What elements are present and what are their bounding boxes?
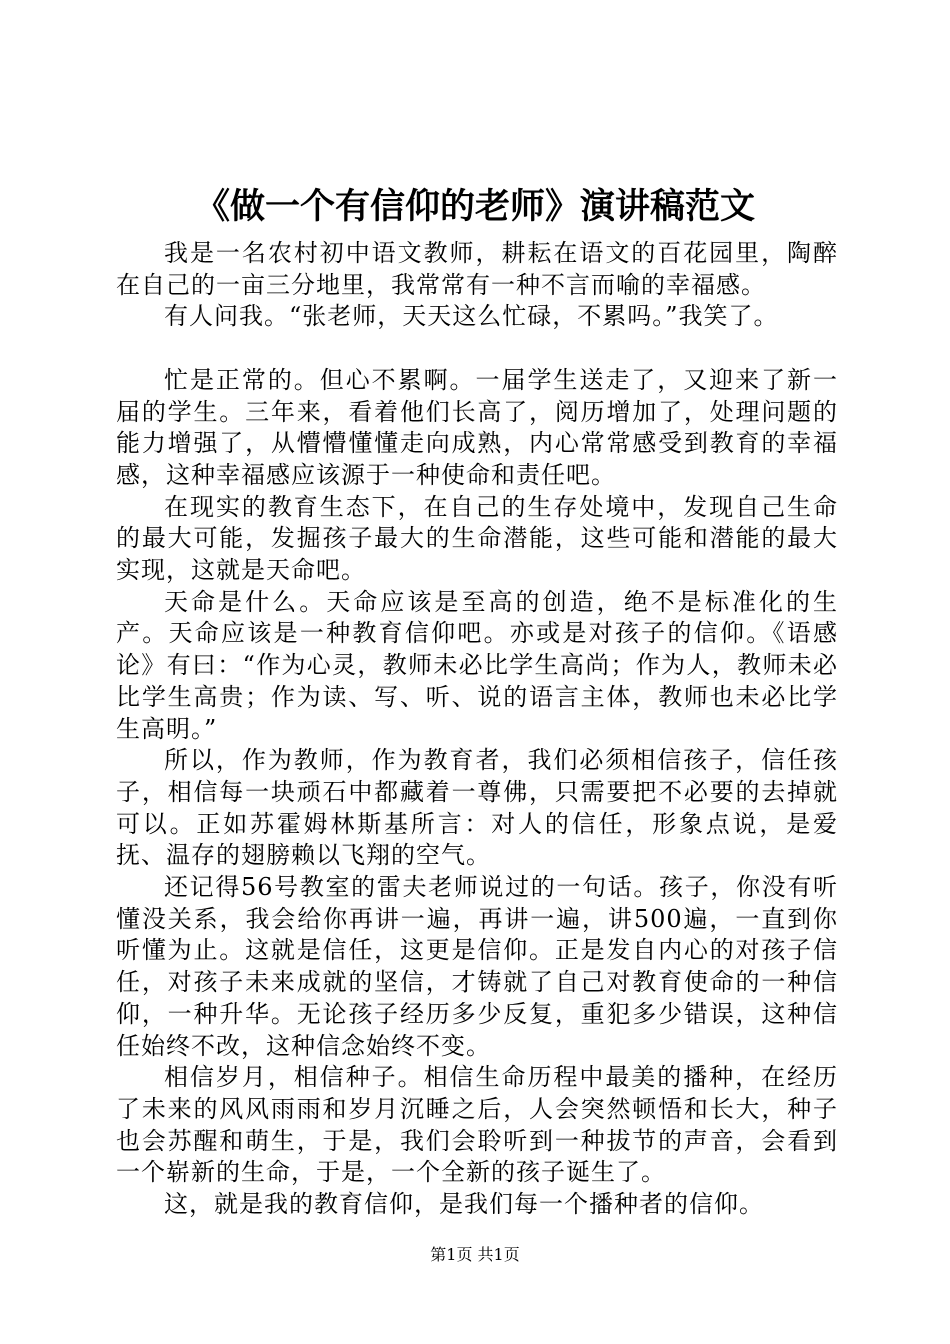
paragraph: 还记得56号教室的雷夫老师说过的一句话。孩子，你没有听懂没关系，我会给你再讲一遍，再讲一遍，讲500遍，一直到你听懂为止。这就是信任，这更是信仰。正是发自内心的对孩子信任，对孩子未来成就的坚信，才铸就了自己对教育使命的一种信仰，一种升华。无论孩子经历多少反复，重犯多少错误，这种信任始终不改，这种信念始终不变。 — [116, 873, 838, 1060]
paragraph: 这，就是我的教育信仰，是我们每一个播种者的信仰。 — [164, 1190, 764, 1219]
paragraph: 有人问我。“张老师，天天这么忙碌，不累吗。”我笑了。 — [164, 302, 779, 331]
paragraph: 所以，作为教师，作为教育者，我们必须相信孩子，信任孩子，相信每一块顽石中都藏着一尊佛，只需要把不必要的去掉就可以。正如苏霍姆林斯基所言：对人的信任，形象点说，是爱抚、温存的翅膀赖以飞翔的空气。 — [116, 746, 838, 870]
page-footer: 第1页 共1页 — [430, 1245, 520, 1264]
paragraph: 我是一名农村初中语文教师，耕耘在语文的百花园里，陶醉在自己的一亩三分地里，我常常有一种不言而喻的幸福感。 — [116, 239, 838, 299]
paragraph: 在现实的教育生态下，在自己的生存处境中，发现自己生命的最大可能，发掘孩子最大的生命潜能，这些可能和潜能的最大实现，这就是天命吧。 — [116, 492, 838, 585]
paragraph: 忙是正常的。但心不累啊。一届学生送走了，又迎来了新一届的学生。三年来，看着他们长高了，阅历增加了，处理问题的能力增强了，从懵懵懂懂走向成熟，内心常常感受到教育的幸福感，这种幸福感应该源于一种使命和责任吧。 — [116, 365, 838, 489]
document-title: 《做一个有信仰的老师》演讲稿范文 — [194, 186, 755, 227]
paragraph: 相信岁月，相信种子。相信生命历程中最美的播种，在经历了未来的风风雨雨和岁月沉睡之后，人会突然顿悟和长大，种子也会苏醒和萌生，于是，我们会聆听到一种拔节的声音，会看到一个崭新的生命，于是，一个全新的孩子诞生了。 — [116, 1063, 838, 1187]
paragraph: 天命是什么。天命应该是至高的创造，绝不是标准化的生产。天命应该是一种教育信仰吧。亦或是对孩子的信仰。《语感论》有曰：“作为心灵，教师未必比学生高尚；作为人，教师未必比学生高贵；作为读、写、听、说的语言主体，教师也未必比学生高明。” — [116, 587, 838, 743]
document-body — [116, 238, 838, 1221]
